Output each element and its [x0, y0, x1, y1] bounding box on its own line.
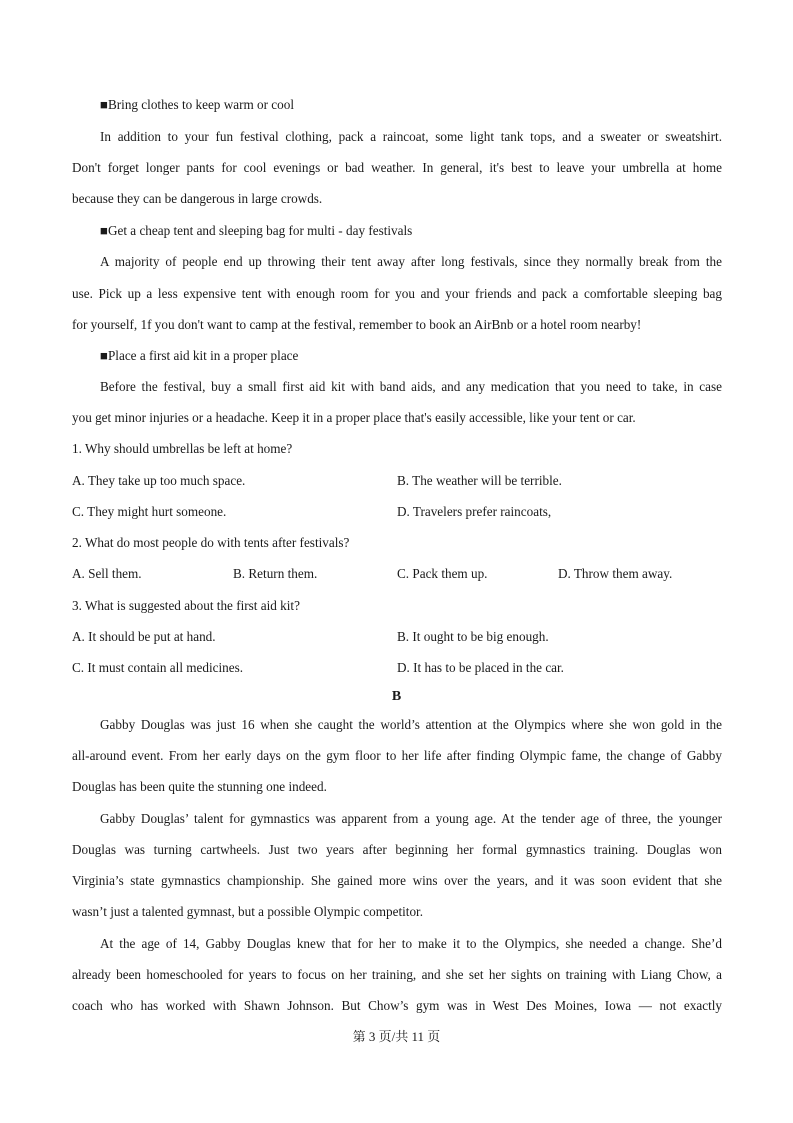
- paragraph-line: A majority of people end up throwing their tent away after long festivals, since they normally break from the: [100, 254, 722, 269]
- paragraph-line: already been homeschooled for years to focus on her training, and she set her sights on training with Liang Chow, a: [72, 967, 722, 982]
- paragraph-line: Gabby Douglas’ talent for gymnastics was apparent from a young age. At the tender age of three, the younger: [100, 811, 722, 826]
- page-number: 第 3 页/共 11 页: [352, 1029, 441, 1044]
- question-2-option-c: C. Pack them up.: [397, 566, 488, 581]
- paragraph-line: because they can be dangerous in large crowds.: [72, 191, 323, 206]
- paragraph-line: wasn’t just a talented gymnast, but a possible Olympic competitor.: [72, 904, 424, 919]
- question-3-option-a: A. It should be put at hand.: [72, 629, 216, 644]
- question-1-option-d: D. Travelers prefer raincoats,: [397, 504, 552, 519]
- section-label-b: B: [391, 689, 402, 704]
- paragraph-line: all-around event. From her early days on the gym floor to her life after finding Olympic fame, the change of Gabby: [72, 748, 722, 763]
- paragraph-line: Virginia’s state gymnastics championship. She gained more wins over the years, and it was soon evident that she: [72, 873, 722, 888]
- question-3-option-d: D. It has to be placed in the car.: [397, 660, 564, 675]
- paragraph-line: In addition to your fun festival clothing, pack a raincoat, some light tank tops, and a sweater or sweatshirt.: [100, 129, 722, 144]
- question-3-option-b: B. It ought to be big enough.: [397, 629, 549, 644]
- paragraph-line: Gabby Douglas was just 16 when she caught the world’s attention at the Olympics where she won gold in the: [100, 717, 722, 732]
- paragraph-line: for yourself, 1f you don't want to camp at the festival, remember to book an AirBnb or a hotel room nearby!: [72, 317, 642, 332]
- question-1-stem: 1. Why should umbrellas be left at home?: [72, 441, 293, 456]
- question-2-stem: 2. What do most people do with tents after festivals?: [72, 535, 350, 550]
- paragraph-line: Don't forget longer pants for cool evenings or bad weather. In general, it's best to leave your umbrella at home: [72, 160, 722, 175]
- tip-heading-tent: ■Get a cheap tent and sleeping bag for multi - day festivals: [100, 223, 413, 238]
- paragraph-line: Before the festival, buy a small first aid kit with band aids, and any medication that you need to take, in case: [100, 379, 722, 394]
- question-1-option-c: C. They might hurt someone.: [72, 504, 227, 519]
- paragraph-line: Douglas was turning cartwheels. Just two years after beginning her formal gymnastics training. Douglas won: [72, 842, 722, 857]
- question-1-option-b: B. The weather will be terrible.: [397, 473, 562, 488]
- question-2-option-d: D. Throw them away.: [558, 566, 673, 581]
- question-1-option-a: A. They take up too much space.: [72, 473, 246, 488]
- question-2-option-a: A. Sell them.: [72, 566, 142, 581]
- paragraph-line: you get minor injuries or a headache. Keep it in a proper place that's easily accessible, like your tent or car.: [72, 410, 636, 425]
- paragraph-line: use. Pick up a less expensive tent with enough room for you and your friends and pack a comfortable sleeping bag: [72, 286, 722, 301]
- question-3-stem: 3. What is suggested about the first aid kit?: [72, 598, 300, 613]
- tip-heading-first-aid: ■Place a first aid kit in a proper place: [100, 348, 299, 363]
- paragraph-line: coach who has worked with Shawn Johnson. But Chow’s gym was in West Des Moines, Iowa — not exactly: [72, 998, 722, 1013]
- paragraph-line: At the age of 14, Gabby Douglas knew that for her to make it to the Olympics, she needed a change. She’d: [100, 936, 722, 951]
- question-2-option-b: B. Return them.: [233, 566, 318, 581]
- paragraph-line: Douglas has been quite the stunning one indeed.: [72, 779, 327, 794]
- question-3-option-c: C. It must contain all medicines.: [72, 660, 244, 675]
- tip-heading-clothes: ■Bring clothes to keep warm or cool: [100, 97, 295, 112]
